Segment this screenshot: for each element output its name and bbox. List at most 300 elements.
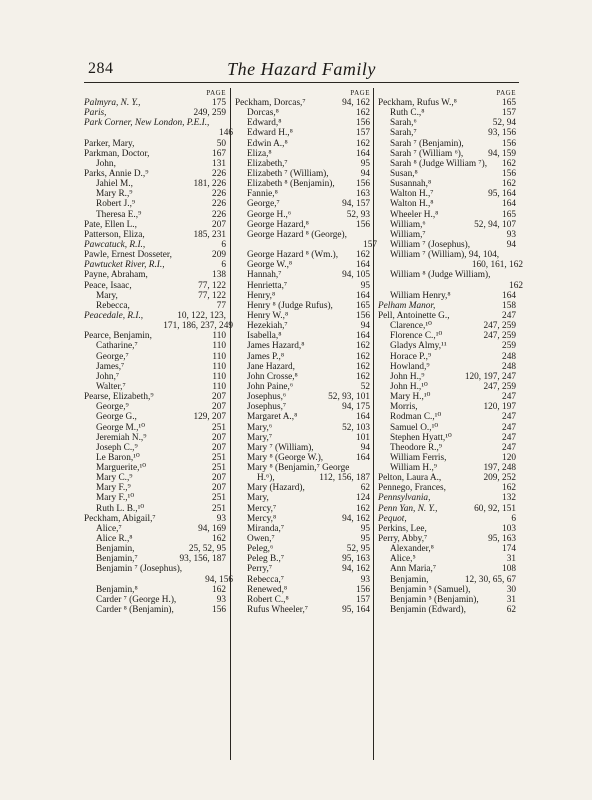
entry-name: Eliza,⁸ bbox=[247, 148, 272, 159]
entry-pages: 247, 259 bbox=[483, 381, 516, 392]
index-entry bbox=[84, 524, 230, 534]
entry-pages: 95 bbox=[360, 280, 370, 291]
page-number: 284 bbox=[88, 60, 114, 77]
entry-pages: 120, 197, 247 bbox=[464, 371, 516, 382]
index-entry bbox=[235, 504, 374, 514]
index-entry bbox=[235, 250, 374, 260]
entry-pages: 251 bbox=[212, 463, 226, 474]
entry-pages: 31 bbox=[506, 554, 516, 565]
index-entry bbox=[235, 210, 374, 220]
index-entry bbox=[378, 504, 520, 514]
entry-pages: 94, 105 bbox=[342, 270, 370, 281]
index-entry bbox=[84, 574, 233, 585]
entry-pages: 162 bbox=[356, 371, 370, 382]
entry-pages: 60, 92, 151 bbox=[474, 503, 516, 514]
entry-pages: 10, 122, 123, bbox=[177, 310, 226, 321]
entry-pages: 156 bbox=[356, 219, 370, 230]
entry-pages: 95, 164 bbox=[488, 189, 516, 200]
index-entry bbox=[378, 98, 520, 108]
entry-pages: 162 bbox=[509, 280, 523, 291]
entry-pages: 52, 93 bbox=[346, 209, 370, 220]
entry-name: Josephus,⁶ bbox=[247, 392, 287, 403]
entry-name: Perkins, Lee, bbox=[378, 523, 427, 534]
entry-name: Mary ⁸ (Benjamin,⁷ George bbox=[247, 463, 350, 474]
index-entry bbox=[235, 301, 374, 311]
index-entry bbox=[378, 149, 520, 159]
index-entry bbox=[84, 493, 230, 503]
entry-pages: 94 bbox=[360, 442, 370, 453]
index-entry bbox=[235, 433, 374, 443]
entry-name: Mary F.,⁹ bbox=[96, 483, 131, 494]
entry-name: Pequot, bbox=[378, 513, 407, 524]
index-entry bbox=[378, 443, 520, 453]
index-entry bbox=[378, 230, 520, 240]
index-entry bbox=[235, 169, 374, 179]
entry-name: Pawtucket River, R.I., bbox=[84, 260, 165, 271]
entry-pages: 165 bbox=[502, 98, 516, 108]
entry-pages: 156 bbox=[356, 310, 370, 321]
entry-name: Alexander,⁸ bbox=[390, 544, 434, 555]
entry-pages: 165 bbox=[356, 300, 370, 311]
index-entry bbox=[378, 402, 520, 412]
entry-pages: 247 bbox=[502, 310, 516, 321]
entry-name: Edward H.,⁸ bbox=[247, 128, 293, 139]
entry-pages: 162 bbox=[356, 361, 370, 372]
index-entry bbox=[378, 382, 520, 392]
index-entry bbox=[378, 311, 520, 321]
entry-pages: 94 bbox=[360, 321, 370, 332]
entry-name: Mary F.,¹⁰ bbox=[96, 493, 135, 504]
index-entry bbox=[235, 564, 374, 574]
index-entry bbox=[378, 189, 520, 199]
index-entry bbox=[235, 554, 374, 564]
entry-name: Dorcas,⁸ bbox=[247, 108, 279, 119]
index-entry bbox=[84, 128, 233, 139]
entry-name: Morris, bbox=[390, 402, 418, 413]
entry-name: Alice,⁵ bbox=[390, 554, 416, 565]
index-entry bbox=[235, 412, 374, 422]
index-entry bbox=[84, 331, 230, 341]
entry-pages: 156 bbox=[212, 605, 226, 616]
entry-pages: 162 bbox=[356, 503, 370, 514]
entry-name: John H.,⁹ bbox=[390, 371, 425, 382]
page-header bbox=[84, 56, 519, 83]
entry-pages: 25, 52, 95 bbox=[188, 544, 226, 555]
entry-pages: 156 bbox=[356, 584, 370, 595]
entry-pages: 124 bbox=[356, 493, 370, 504]
index-entry bbox=[84, 392, 230, 402]
index-entry bbox=[378, 423, 520, 433]
entry-pages: 156 bbox=[502, 168, 516, 179]
index-entry bbox=[235, 128, 374, 138]
entry-name: H.⁶), bbox=[257, 473, 275, 484]
index-entry bbox=[378, 291, 520, 301]
entry-name: Sarah ⁷ (Benjamin), bbox=[390, 138, 464, 149]
entry-pages: 50 bbox=[216, 138, 226, 149]
entry-pages: 160, 161, 162 bbox=[471, 260, 523, 271]
entry-name: Alice R.,⁸ bbox=[96, 534, 133, 545]
entry-pages bbox=[513, 250, 520, 260]
entry-pages: 226 bbox=[212, 168, 226, 179]
index-entry bbox=[378, 321, 520, 331]
index-entry bbox=[235, 220, 374, 230]
entry-name: Robert C.,⁸ bbox=[247, 594, 289, 605]
entry-pages: 162 bbox=[356, 108, 370, 119]
entry-pages: 95 bbox=[360, 158, 370, 169]
entry-pages: 207 bbox=[212, 402, 226, 413]
index-entry bbox=[84, 169, 230, 179]
entry-name: Henry W.,⁸ bbox=[247, 310, 289, 321]
entry-pages: 52, 103 bbox=[342, 422, 370, 433]
entry-name: Sarah ⁸ (Judge William ⁷), bbox=[390, 158, 488, 169]
entry-name: Benjamin ⁵ (Benjamin), bbox=[390, 594, 479, 605]
entry-pages: 185, 231 bbox=[193, 229, 226, 240]
entry-pages: 6 bbox=[221, 260, 226, 271]
entry-pages: 52, 94, 107 bbox=[474, 219, 516, 230]
index-entry bbox=[235, 199, 374, 209]
index-entry bbox=[378, 139, 520, 149]
index-entry bbox=[235, 362, 374, 372]
index-entry bbox=[235, 443, 374, 453]
index-entry bbox=[378, 210, 520, 220]
index-entry bbox=[84, 423, 230, 433]
entry-pages: 94, 162 bbox=[342, 98, 370, 108]
entry-name: Rufus Wheeler,⁷ bbox=[247, 605, 309, 616]
index-entry bbox=[84, 139, 230, 149]
entry-name: Edward,⁸ bbox=[247, 118, 282, 129]
entry-pages: 93 bbox=[216, 513, 226, 524]
entry-pages: 52 bbox=[360, 381, 370, 392]
entry-name: George H.,⁶ bbox=[247, 209, 292, 220]
entry-pages: 94 bbox=[506, 239, 516, 250]
entry-name: Margaret A.,⁸ bbox=[247, 412, 298, 423]
entry-name: Joseph C.,⁹ bbox=[96, 442, 138, 453]
entry-name: Ann Maria,⁷ bbox=[390, 564, 437, 575]
index-entry bbox=[378, 453, 520, 463]
index-column-3 bbox=[373, 88, 523, 760]
index-entry bbox=[235, 341, 374, 351]
index-entry bbox=[84, 98, 230, 108]
entry-name: Susannah,⁸ bbox=[390, 179, 432, 190]
entry-pages: 93 bbox=[360, 574, 370, 585]
entry-pages: 156 bbox=[356, 118, 370, 129]
entry-name: William ⁷ (William), 94, 104, bbox=[390, 250, 500, 261]
entry-pages: 132 bbox=[502, 493, 516, 504]
entry-name: Mary,⁷ bbox=[247, 432, 273, 443]
entry-pages: 94, 156 bbox=[205, 574, 233, 585]
entry-name: Benjamin ⁵ (Samuel), bbox=[390, 584, 471, 595]
index-entry bbox=[378, 493, 520, 503]
entry-name: Hannah,⁷ bbox=[247, 270, 282, 281]
entry-pages: 94, 169 bbox=[198, 523, 226, 534]
entry-pages: 94, 159 bbox=[488, 148, 516, 159]
entry-pages: 94 bbox=[360, 168, 370, 179]
index-entry bbox=[378, 483, 520, 493]
column-1-entries bbox=[84, 88, 233, 616]
entry-pages: 247 bbox=[502, 392, 516, 403]
entry-pages: 226 bbox=[212, 199, 226, 210]
index-entry bbox=[378, 301, 520, 311]
entry-name: Clarence,¹⁰ bbox=[390, 321, 432, 332]
index-entry bbox=[378, 260, 523, 271]
index-entry bbox=[378, 341, 520, 351]
entry-name: John,⁷ bbox=[96, 371, 120, 382]
index-entry bbox=[235, 321, 374, 331]
entry-pages: 95, 163 bbox=[342, 554, 370, 565]
index-entry bbox=[84, 240, 230, 250]
index-entry bbox=[84, 544, 230, 554]
entry-name: Howland,⁹ bbox=[390, 361, 430, 372]
index-entry bbox=[378, 352, 520, 362]
entry-pages: 167 bbox=[212, 148, 226, 159]
entry-name: Elizabeth ⁸ (Benjamin), bbox=[247, 179, 335, 190]
entry-pages: 110 bbox=[212, 371, 226, 382]
index-entry bbox=[84, 210, 230, 220]
index-entry bbox=[84, 281, 230, 291]
index-entry bbox=[235, 453, 374, 463]
entry-pages: 146 bbox=[219, 128, 233, 139]
index-entry bbox=[84, 270, 230, 280]
entry-pages: 95 bbox=[360, 523, 370, 534]
index-columns bbox=[84, 88, 523, 760]
index-entry bbox=[378, 575, 520, 585]
entry-pages: 247 bbox=[502, 422, 516, 433]
entry-pages: 164 bbox=[502, 199, 516, 210]
index-entry bbox=[84, 199, 230, 209]
index-entry bbox=[84, 321, 233, 332]
index-entry bbox=[378, 372, 520, 382]
entry-name: William H.,⁹ bbox=[390, 463, 438, 474]
entry-name: Mary R.,⁹ bbox=[96, 189, 133, 200]
entry-name: Catharine,⁷ bbox=[96, 341, 138, 352]
entry-name: Samuel O.,¹⁰ bbox=[390, 422, 439, 433]
entry-name: William Ferris, bbox=[390, 452, 447, 463]
entry-pages: 164 bbox=[502, 290, 516, 301]
index-entry bbox=[378, 544, 520, 554]
entry-pages: 62 bbox=[360, 483, 370, 494]
entry-pages: 157 bbox=[502, 108, 516, 119]
entry-pages: 95, 164 bbox=[342, 605, 370, 616]
entry-pages: 248 bbox=[502, 361, 516, 372]
entry-name: Miranda,⁷ bbox=[247, 523, 285, 534]
entry-pages: 162 bbox=[356, 351, 370, 362]
entry-name: Benjamin, bbox=[96, 544, 135, 555]
entry-name: Parker, Mary, bbox=[84, 138, 135, 149]
entry-pages: 164 bbox=[356, 452, 370, 463]
entry-name: George,⁹ bbox=[96, 402, 129, 413]
entry-pages: 108 bbox=[502, 564, 516, 575]
index-entry bbox=[84, 230, 230, 240]
entry-pages: 247 bbox=[502, 442, 516, 453]
entry-name: Rodman C.,¹⁰ bbox=[390, 412, 442, 423]
entry-name: Henrietta,⁷ bbox=[247, 280, 288, 291]
entry-pages: 197, 248 bbox=[483, 463, 516, 474]
index-entry bbox=[235, 493, 374, 503]
entry-name: Henry,⁸ bbox=[247, 290, 276, 301]
entry-name: Pawcatuck, R.I., bbox=[84, 239, 146, 250]
index-entry bbox=[235, 281, 374, 291]
index-entry bbox=[84, 118, 230, 128]
index-entry bbox=[378, 280, 523, 291]
index-entry bbox=[235, 524, 374, 534]
index-entry bbox=[235, 270, 374, 280]
entry-pages: 52, 94 bbox=[492, 118, 516, 129]
index-entry bbox=[84, 433, 230, 443]
index-entry bbox=[378, 159, 520, 169]
entry-name: James P.,⁸ bbox=[247, 351, 285, 362]
entry-pages: 94, 162 bbox=[342, 513, 370, 524]
column-2-entries bbox=[231, 88, 377, 616]
index-entry bbox=[378, 270, 520, 280]
column-page-label: PAGE bbox=[206, 89, 226, 97]
entry-pages: 112, 156, 187 bbox=[319, 473, 370, 484]
entry-pages: 163 bbox=[356, 189, 370, 200]
index-entry bbox=[84, 605, 230, 615]
entry-name: Pawle, Ernest Dosseter, bbox=[84, 250, 172, 261]
index-entry bbox=[378, 250, 520, 260]
entry-pages: 251 bbox=[212, 422, 226, 433]
entry-pages: 103 bbox=[502, 523, 516, 534]
entry-pages: 207 bbox=[212, 432, 226, 443]
index-entry bbox=[378, 128, 520, 138]
entry-name: Gladys Almy,¹¹ bbox=[390, 341, 447, 352]
entry-name: Benjamin,⁷ bbox=[96, 554, 138, 565]
entry-pages: 77, 122 bbox=[198, 290, 226, 301]
entry-name: Peacedale, R.I., bbox=[84, 310, 144, 321]
entry-name: James,⁷ bbox=[96, 361, 125, 372]
index-entry bbox=[378, 595, 520, 605]
index-entry bbox=[378, 514, 520, 524]
entry-pages: 164 bbox=[356, 148, 370, 159]
entry-name: Parkman, Doctor, bbox=[84, 148, 150, 159]
index-entry bbox=[84, 514, 230, 524]
entry-pages: 174 bbox=[502, 544, 516, 555]
entry-name: Peckham, Rufus W.,⁸ bbox=[378, 98, 457, 108]
entry-pages: 93, 156 bbox=[488, 128, 516, 139]
entry-pages: 77 bbox=[216, 300, 226, 311]
entry-name: Sarah,⁷ bbox=[390, 128, 417, 139]
index-entry bbox=[84, 402, 230, 412]
index-entry bbox=[235, 423, 374, 433]
index-entry bbox=[378, 412, 520, 422]
index-entry bbox=[378, 463, 520, 473]
entry-pages: 165 bbox=[502, 209, 516, 220]
index-entry bbox=[235, 595, 374, 605]
entry-name: Mary, bbox=[96, 290, 118, 301]
index-entry bbox=[235, 179, 374, 189]
entry-pages: 93, 156, 187 bbox=[179, 554, 226, 565]
entry-pages: 120 bbox=[502, 452, 516, 463]
entry-name: Pate, Ellen L., bbox=[84, 219, 137, 230]
entry-name: John Crosse,⁸ bbox=[247, 371, 298, 382]
entry-name: William ⁷ (Josephus), bbox=[390, 239, 471, 250]
entry-pages: 93 bbox=[506, 229, 516, 240]
entry-pages: 181, 226 bbox=[193, 179, 226, 190]
entry-name: George Hazard ⁸ (George), bbox=[247, 229, 347, 240]
index-entry bbox=[84, 220, 230, 230]
entry-pages: 162 bbox=[502, 483, 516, 494]
entry-pages: 226 bbox=[212, 189, 226, 200]
entry-name: Mary, bbox=[247, 493, 269, 504]
entry-name: George Hazard ⁸ (Wm.), bbox=[247, 250, 339, 261]
entry-name: Alice,⁷ bbox=[96, 523, 122, 534]
entry-name: Payne, Abraham, bbox=[84, 270, 148, 281]
entry-name: Pearse, Elizabeth,⁹ bbox=[84, 392, 154, 403]
entry-name: Mercy,⁸ bbox=[247, 513, 277, 524]
entry-pages: 247, 259 bbox=[483, 321, 516, 332]
entry-name: Isabella,⁸ bbox=[247, 331, 282, 342]
index-entry bbox=[235, 159, 374, 169]
index-entry bbox=[84, 504, 230, 514]
entry-pages: 207 bbox=[212, 219, 226, 230]
entry-name: George G., bbox=[96, 412, 137, 423]
entry-pages: 171, 186, 237, 249 bbox=[163, 321, 233, 332]
entry-name: Rebecca, bbox=[96, 300, 130, 311]
entry-pages: 249, 259 bbox=[193, 108, 226, 119]
index-entry bbox=[378, 554, 520, 564]
entry-name: Henry ⁸ (Judge Rufus), bbox=[247, 300, 333, 311]
entry-name: Peckham, Dorcas,⁷ bbox=[235, 98, 306, 108]
index-entry bbox=[378, 605, 520, 615]
entry-pages: 95 bbox=[360, 534, 370, 545]
entry-name: George W.,⁸ bbox=[247, 260, 293, 271]
entry-pages: 156 bbox=[356, 179, 370, 190]
index-entry bbox=[84, 473, 230, 483]
entry-pages: 31 bbox=[506, 594, 516, 605]
entry-pages: 164 bbox=[356, 331, 370, 342]
entry-name: Jeremiah N.,⁹ bbox=[96, 432, 147, 443]
entry-name: John, bbox=[96, 158, 116, 169]
entry-name: William,⁷ bbox=[390, 229, 426, 240]
index-entry bbox=[235, 585, 374, 595]
entry-name: John H.,¹⁰ bbox=[390, 381, 428, 392]
index-entry bbox=[235, 402, 374, 412]
index-entry bbox=[84, 311, 230, 321]
entry-pages: 138 bbox=[212, 270, 226, 281]
entry-pages: 101 bbox=[356, 432, 370, 443]
entry-name: Pelham Manor, bbox=[378, 300, 436, 311]
entry-pages: 259 bbox=[502, 341, 516, 352]
entry-pages: 157 bbox=[356, 128, 370, 139]
entry-pages: 209, 252 bbox=[483, 473, 516, 484]
index-entry bbox=[235, 230, 374, 240]
entry-pages: 110 bbox=[212, 331, 226, 342]
entry-pages: 95, 163 bbox=[488, 534, 516, 545]
entry-name: Perry, Abby,⁷ bbox=[378, 534, 428, 545]
entry-pages: 209 bbox=[212, 250, 226, 261]
entry-name: Edwin A.,⁸ bbox=[247, 138, 288, 149]
index-entry bbox=[378, 392, 520, 402]
index-column-1 bbox=[84, 88, 233, 760]
entry-name: James Hazard,⁸ bbox=[247, 341, 305, 352]
entry-pages: 94, 157 bbox=[342, 199, 370, 210]
entry-name: Robert J.,⁹ bbox=[96, 199, 136, 210]
entry-pages: 157 bbox=[356, 594, 370, 605]
entry-name: Benjamin (Edward), bbox=[390, 605, 466, 616]
entry-name: Carder ⁷ (George H.), bbox=[96, 594, 177, 605]
index-entry bbox=[235, 473, 374, 483]
index-entry bbox=[378, 169, 520, 179]
entry-pages: 164 bbox=[356, 260, 370, 271]
index-entry bbox=[84, 301, 230, 311]
entry-pages: 207 bbox=[212, 473, 226, 484]
entry-name: Peleg,⁶ bbox=[247, 544, 274, 555]
index-entry bbox=[84, 412, 230, 422]
entry-name: Mary ⁷ (William), bbox=[247, 442, 314, 453]
entry-name: Jane Hazard, bbox=[247, 361, 296, 372]
entry-pages: 164 bbox=[356, 290, 370, 301]
entry-pages: 30 bbox=[506, 584, 516, 595]
